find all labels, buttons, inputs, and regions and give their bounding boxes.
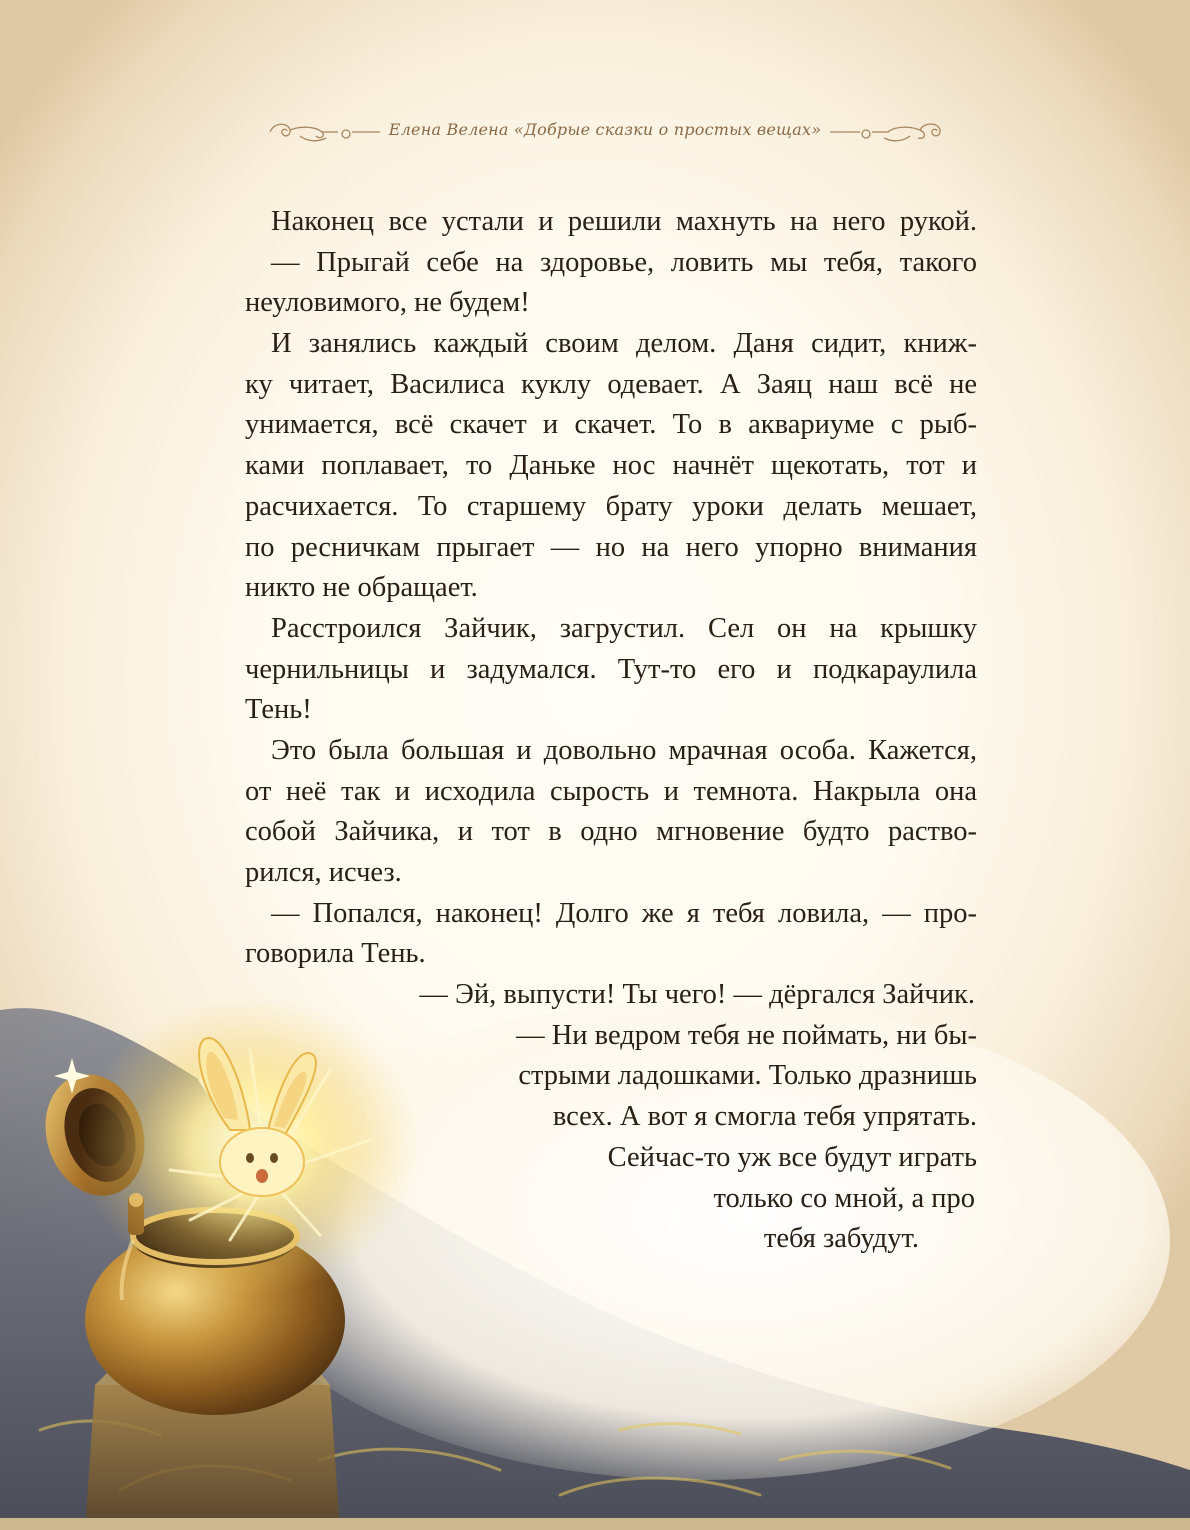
text-line: всех. А вот я смогла тебя упрятать.: [552, 1101, 977, 1133]
text-line: — Эй, выпусти! Ты чего! — дёргался Зайчик.: [419, 979, 975, 1011]
page-bottom-edge: [0, 1518, 1190, 1530]
text-line: — Попался, наконец! Долго же я тебя ловила, — про-: [271, 897, 977, 929]
text-line: тебя забудут.: [763, 1223, 919, 1255]
text-line: — Ни ведром тебя не поймать, ни бы-: [516, 1019, 977, 1051]
text-line: Наконец все устали и решили махнуть на него рукой.: [271, 206, 977, 237]
text-line: собой Зайчика, и тот в одно мгновение будто раство-: [245, 816, 977, 848]
text-line: ками поплавает, то Даньке нос начнёт щекотать, тот и: [245, 450, 977, 482]
running-header: [260, 112, 950, 152]
text-line: стрыми ладошками. Только дразнишь: [518, 1060, 977, 1092]
text-line: унимается, всё скачет и скачет. То в аквариуме с рыб-: [245, 409, 977, 441]
text-line: Расстроился Зайчик, загрустил. Сел он на крышку: [271, 612, 977, 644]
text-line: И занялись каждый своим делом. Даня сидит, книж-: [271, 328, 977, 360]
text-line: никто не обращает.: [245, 572, 478, 604]
running-title: Елена Велена «Добрые сказки о простых вещах»: [388, 120, 822, 139]
text-line: по ресничкам прыгает — но на него упорно внимания: [245, 531, 977, 563]
story-text: [245, 202, 977, 1260]
text-line: неуловимого, не будем!: [245, 287, 530, 319]
text-line: от неё так и исходила сырость и темнота. Накрыла она: [245, 775, 977, 807]
text-line: Тень!: [245, 694, 312, 726]
text-line: Сейчас-то уж все будут играть: [607, 1141, 977, 1173]
text-line: ку читает, Василиса куклу одевает. А Заяц наш всё не: [245, 368, 977, 400]
text-line: рился, исчез.: [245, 857, 402, 888]
text-line: говорила Тень.: [245, 938, 426, 970]
text-line: чернильницы и задумался. Тут-то его и подкараулила: [245, 653, 977, 685]
text-line: только со мной, а про: [713, 1182, 975, 1214]
text-line: расчихается. То старшему брату уроки делать мешает,: [245, 490, 977, 522]
text-line: Это была большая и довольно мрачная особа. Кажется,: [271, 734, 977, 766]
text-line: — Прыгай себе на здоровье, ловить мы тебя, такого: [271, 246, 977, 278]
